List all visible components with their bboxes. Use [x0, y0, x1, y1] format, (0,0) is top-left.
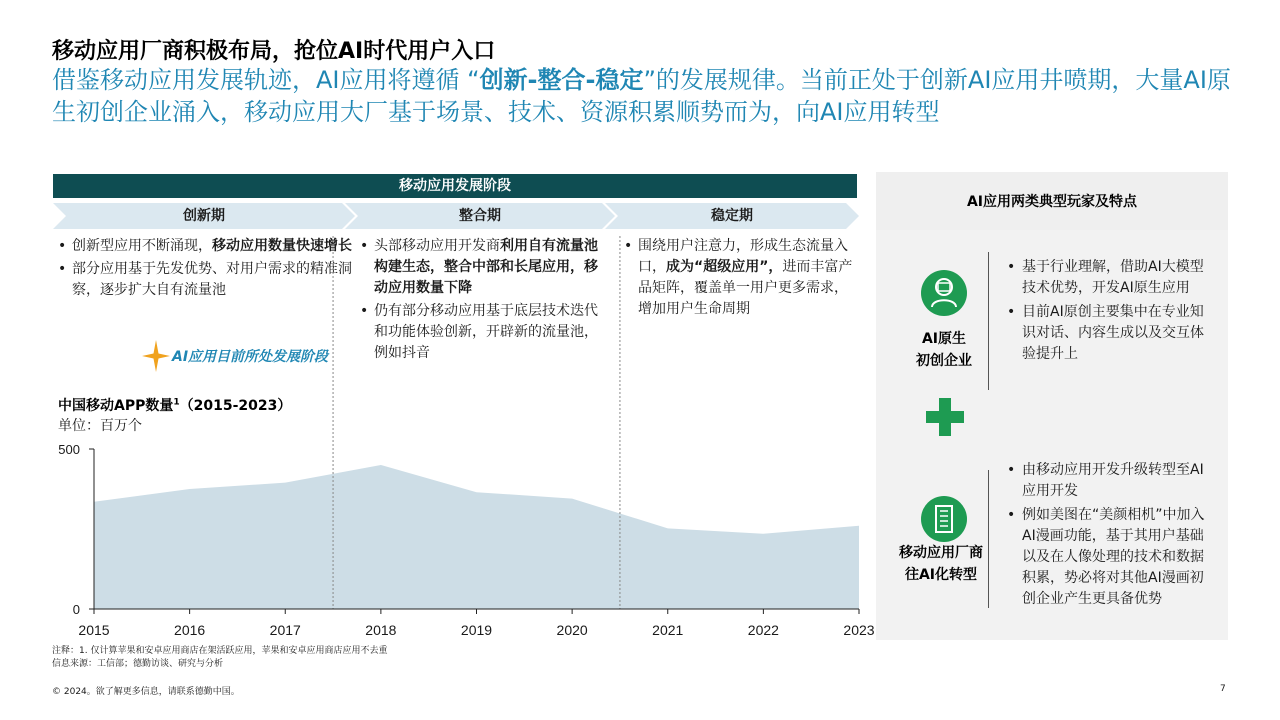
footnote-text: 注释：1. 仅计算苹果和安卓应用商店在架活跃应用，苹果和安卓应用商店应用不去重: [52, 646, 388, 656]
list-item: • 仍有部分移动应用基于底层技术迭代和功能体验创新，开辟新的流量池，例如抖音: [358, 301, 608, 364]
player2-label-line1: 移动应用厂商: [899, 545, 983, 561]
copyright: © 2024。欲了解更多信息，请联系德勤中国。: [52, 687, 240, 697]
chart-title-footnote: 1: [173, 397, 180, 408]
bullet-text: 头部移动应用开发商: [374, 238, 500, 254]
bullet-text: 围绕用户注意力，形成生态流量入口，: [638, 238, 848, 275]
developer-person-icon: [921, 270, 967, 316]
player2-label: [886, 542, 996, 586]
building-glyph: [921, 496, 967, 542]
bullet-bold: 利用自有流量池构建生态，整合中部和长尾应用，移动应用数量下降: [374, 238, 598, 296]
chart-unit: 单位：百万个: [58, 418, 142, 434]
subtitle-pre: 借鉴移动应用发展轨迹，AI应用将遵循 “: [52, 66, 480, 94]
x-tick-label: 2021: [652, 622, 684, 638]
footnotes: [52, 645, 387, 671]
divider-line: [988, 470, 989, 608]
list-item: • 由移动应用开发升级转型至AI应用开发: [1006, 460, 1206, 502]
list-item: • 部分应用基于先发优势、对用户需求的精准洞察，逐步扩大自有流量池: [56, 259, 352, 301]
plus-icon: [926, 398, 964, 436]
y-tick-label: 0: [72, 602, 80, 617]
developer-glyph: [921, 270, 967, 316]
bullet-text: 创新型应用不断涌现，: [72, 238, 212, 254]
list-item: • 目前AI原创主要集中在专业知识对话、内容生成以及交互体验提升上: [1006, 302, 1206, 365]
current-stage-label: AI应用目前所处发展阶段: [172, 349, 329, 365]
player2-label-line2: 往AI化转型: [904, 567, 978, 583]
panel-header: AI应用两类典型玩家及特点: [876, 172, 1228, 230]
stage-header-bar: 移动应用发展阶段: [53, 174, 857, 198]
x-tick-label: 2022: [747, 622, 779, 638]
divider-line: [988, 252, 989, 390]
page-number: 7: [1220, 684, 1226, 694]
x-tick-label: 2016: [174, 622, 206, 638]
player2-bullets: [1006, 460, 1206, 613]
y-tick-label: 500: [58, 442, 80, 457]
office-building-icon: [921, 496, 967, 542]
player1-label: [896, 328, 992, 372]
x-tick-label: 2018: [365, 622, 397, 638]
source-text: 信息来源：工信部；德勤访谈、研究与分析: [52, 659, 224, 669]
x-tick-label: 2019: [460, 622, 493, 638]
x-tick-label: 2017: [269, 622, 301, 638]
bullet-bold: 成为“超级应用”，: [666, 259, 783, 275]
area-series: [94, 465, 859, 609]
list-item: • 例如美图在“美颜相机”中加入AI漫画功能，基于其用户基础以及在人像处理的技术和数据积累，势必将对其他AI漫画初创企业产生更具备优势: [1006, 505, 1206, 610]
bullet-bold: 移动应用数量快速增长: [212, 238, 352, 254]
chart-title-range: （2015-2023）: [179, 398, 292, 414]
x-tick-label: 2023: [843, 622, 875, 638]
phase-label-stable: 稳定期: [711, 208, 753, 224]
chart-title-text: 中国移动APP数量: [58, 398, 174, 414]
page-title: 移动应用厂商积极布局，抢位AI时代用户入口: [52, 39, 496, 64]
bullet-text: 进而丰富产品矩阵，覆盖单一用户更多需求，增加用户生命周期: [638, 259, 853, 317]
phase-label-innovation: 创新期: [183, 208, 225, 224]
player1-label-line1: AI原生: [921, 331, 967, 347]
subtitle-highlight: 创新-整合-稳定: [479, 66, 644, 94]
player1-label-line2: 初创企业: [916, 353, 972, 369]
list-item: • 基于行业理解，借助AI大模型技术优势，开发AI原生应用: [1006, 257, 1206, 299]
subtitle-post: ”的发展规律。当前正处于创新AI应用井喷期，大量AI原生初创企业涌入，移动应用大厂基于场景、技术、资源积累顺势而为，向AI应用转型: [52, 66, 1231, 126]
phase-label-integration: 整合期: [459, 208, 501, 224]
player1-bullets: [1006, 257, 1206, 368]
x-tick-label: 2020: [556, 622, 588, 638]
x-tick-label: 2015: [78, 622, 110, 638]
